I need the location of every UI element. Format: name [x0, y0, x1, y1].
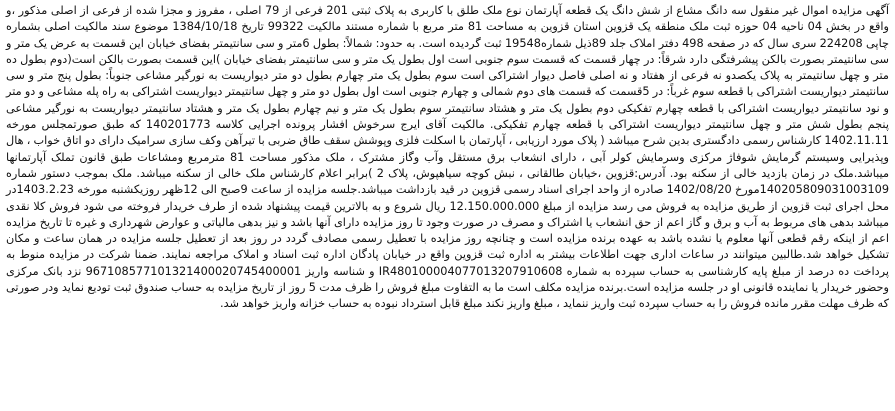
auction-notice-text: آگهی مزایده اموال غیر منقول سه دانگ مشاع از شش دانگ یک قطعه آپارتمان نوع ملک طلق با کاربری به پلاک ثبتی 201 فرعی از 79 اصلی ، مفروز و مجزا شده از فرعی از اصلی مذکور ،و واقع در بخش 04 ناحیه 04 حوزه ثبت ملک منطقه یک قزوین استان قزوین به مساحت 81 متر مربع با شماره مستند مالکیت 99322 تاریخ 1384/10/18 موضوع سند مالکیت اصلی بشماره چاپی 224208 سری سال که در صفحه 498 دفتر املاک جلد 89ذیل شماره19548 ثبت گردیده است. به حدود: شمالاً: بطول 6متر و سی سانتیمتر بفضای خیابان این قسمت به عرض یک متر و سی سانتیمتر بصورت بالکن پیشرفتگی دارد شرقاً: در چهار قسمت که قسمت سوم جنوبی است اول بطول یک متر و سی سانتیمتر بفضای خیابان )این قسمت بصورت بالکن است(دوم بطول ده متر و چهل سانتیمتر به پلاک یکصدو نه فرعی از هفتاد و نه اصلی فاصل دیوار اشتراکی است سوم بطول یک متر چهارم بطول دو متر دیواریست به نورگیر مشاعی جنوباً: بطول پنج متر و سی سانتیمتر دیواریست اشتراکی با قطعه سوم غرباً: در 5قسمت که قسمت های دوم شمالی و چهارم جنوبی است اول بطول دو متر و چهل سانتیمتر دیواریست اشتراکی به راه پله مشاعی و دو متر و نود سانتیمتر دیواریست اشتراکی با قطعه چهارم تفکیکی دوم بطول یک متر و هشتاد سانتیمتر سوم بطول یک متر و نیم چهارم بطول یک متر و هشتاد سانتیمتر دیواریست به نورگیر مشاعی پنجم بطول شش متر و چهل سانتیمتر دیواریست اشتراکی با قطعه چهارم تفکیکی. مالکیت آقای ایرج سرخوش افشار پرونده اجرایی کلاسه 140201773 که طبق صورتمجلس مورخه 1402.11.11 کارشناس رسمی دادگستری بدین شرح میباشد ( پلاک مورد ارزیابی ، آپارتمان با اسکلت فلزی وپوشش سقف طاق ضربی با تیرآهن وکف سازی سرامیک دارای دو اتاق خواب ، هال وپذیرایی وسیستم گرمایش شوفاژ مرکزی وسرمایش کولر آبی ، دارای انشعاب برق مستقل وآب وگاز مشترک ، ملک مذکور مساحت 81 مترمربع ومشاعات طبق قانون تملک آپارتمانها میباشد.ملک در زمان بازدید خالی از سکنه بود. آدرس:قزوین ،خیابان طالقانی ، نبش کوچه سیاهپوش، پلاک 2 )برابر اعلام کارشناس ملک خالی از سکنه میباشد. ملک بموجب دستور شماره 140205809031003109مورخ 1402/08/20 صادره از واحد اجرای اسناد رسمی قزوین در قید بازداشت میباشد.جلسه مزایده از ساعت 9صبح الی 12ظهر روزیکشنبه مورخه 1403.2.23در محل اجرای ثبت قزوین از طریق مزایده به فروش می رسد مزایده از مبلغ 12.150.000.000 ریال شروع و به بالاترین قیمت پیشنهاد شده از طرف خریدار فروخته می شود فروش کلا نقدی میباشد بدهی های مربوط به آب و برق و گاز اعم از حق انشعاب یا اشتراک و مصرف در صورت وجود تا روز مزایده دارای آنها باشد و نیز بدهی مالیاتی و عوارض شهرداری و غیره تا تاریخ مزایده اعم از اینکه رقم قطعی آنها معلوم یا نشده باشد به عهده برنده مزایده است و چنانچه روز مزایده با تعطیل رسمی مصادف گردد در روز بعد از تعطیل جلسه مزایده در همان ساعت و مکان تشکیل خواهد شد.طالبین میتوانند در ساعات اداری جهت اطلاعات بیشتر به اداره ثبت قزوین واقع در خیابان پادگان اداره ثبت اسناد و املاک مراجعه نمایند. ضمنا شرکت در مزایده منوط به پرداخت ده درصد از مبلغ پایه کارشناسی به حساب سپرده به شماره IR480100004077013207910608 و شناسه واریز 967108577101321400020745400001 نزد بانک مرکزی وحضور خریدار یا نماینده قانونی او در جلسه مزایده است.برنده مزایده مکلف است ما به التفاوت مبلغ فروش را ظرف مدت 5 روز از تاریخ مزایده به حساب صندوق ثبت تودیع نماید ودر صورتی که ظرف مهلت مقرر مانده فروش را به حساب سپرده ثبت واریز ننماید ، مبلغ واریز نکند مبلغ قابل استرداد نبوده به حساب خزانه واریز خواهد شد. [6, 4, 890, 311]
